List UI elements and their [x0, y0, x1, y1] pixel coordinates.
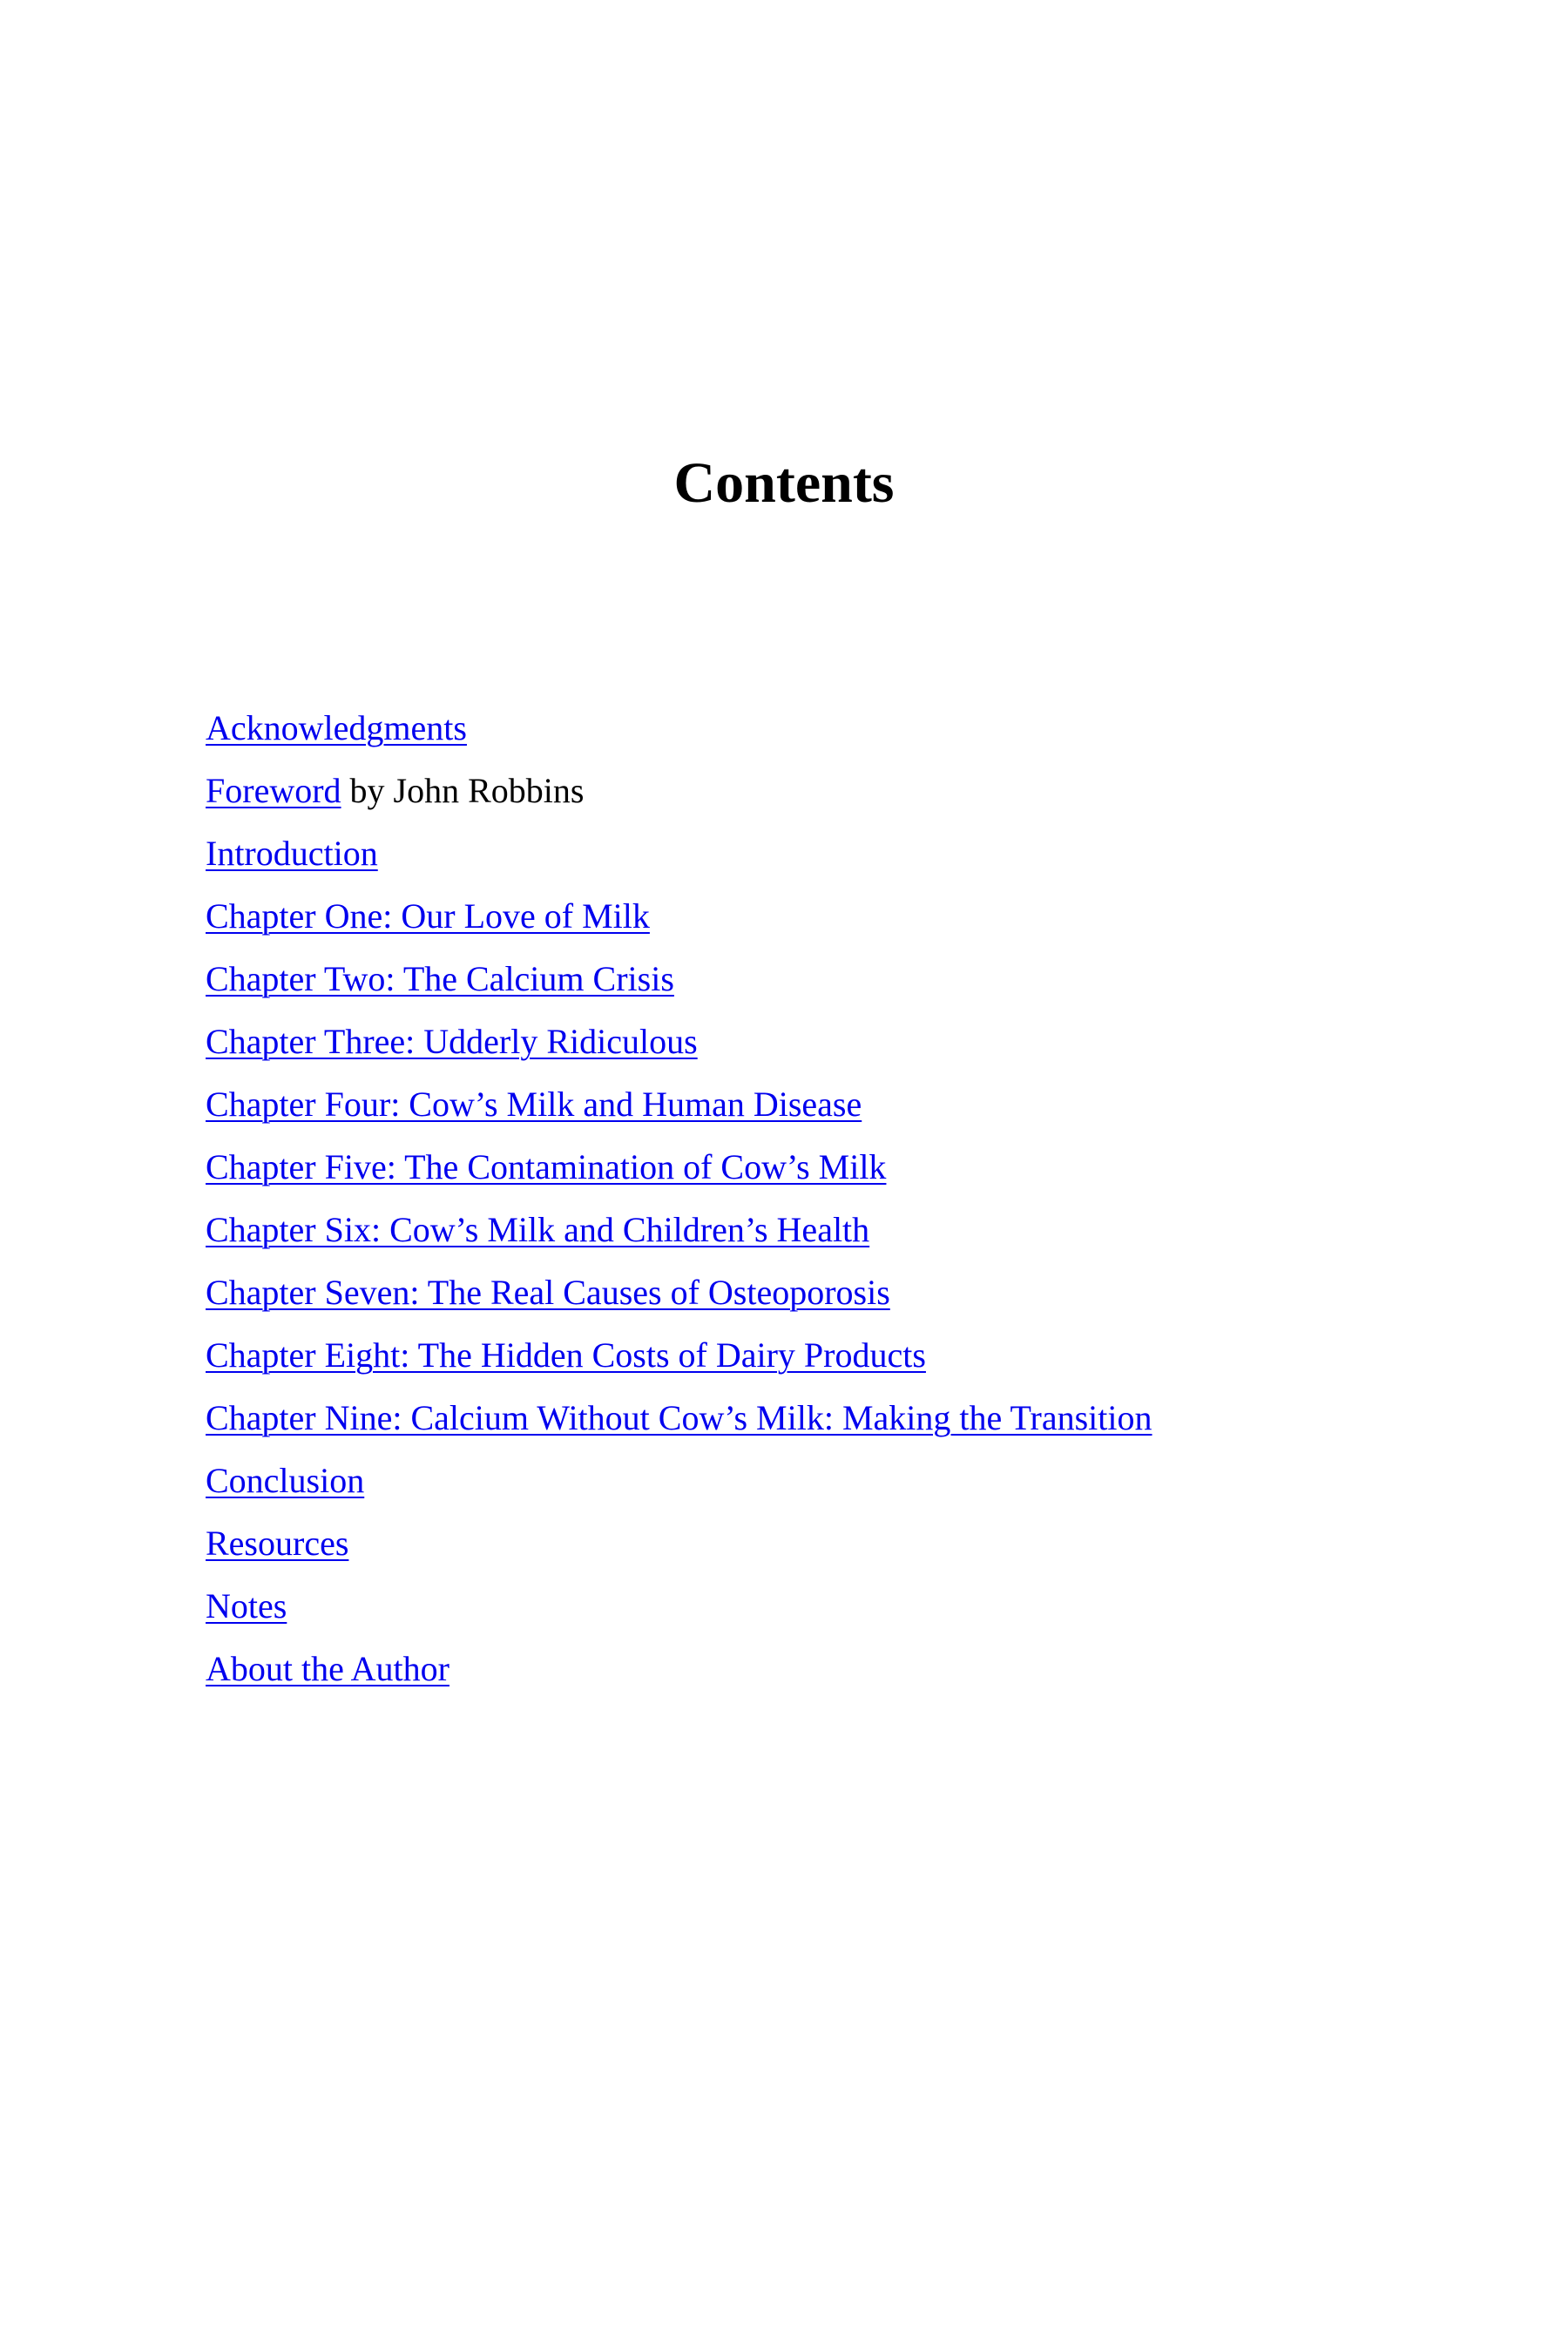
toc-entry-chapter-three [206, 1017, 1152, 1080]
toc-entry-about-the-author [206, 1645, 1152, 1707]
table-of-contents [206, 704, 1152, 1707]
toc-link-conclusion[interactable]: Conclusion [206, 1461, 365, 1500]
toc-entry-chapter-eight [206, 1331, 1152, 1394]
toc-link-about-the-author[interactable]: About the Author [206, 1649, 449, 1688]
toc-link-introduction[interactable]: Introduction [206, 834, 378, 873]
toc-entry-chapter-seven [206, 1268, 1152, 1331]
toc-link-resources[interactable]: Resources [206, 1524, 349, 1563]
toc-link-notes[interactable]: Notes [206, 1586, 287, 1625]
toc-entry-introduction [206, 829, 1152, 892]
toc-entry-chapter-four [206, 1080, 1152, 1143]
toc-link-chapter-one[interactable]: Chapter One: Our Love of Milk [206, 896, 650, 936]
toc-link-chapter-six[interactable]: Chapter Six: Cow’s Milk and Children’s Health [206, 1210, 870, 1249]
toc-entry-conclusion [206, 1456, 1152, 1519]
toc-link-foreword[interactable]: Foreword [206, 771, 341, 810]
toc-entry-acknowledgments [206, 704, 1152, 767]
page-title: Contents [673, 451, 895, 515]
toc-link-chapter-nine[interactable]: Chapter Nine: Calcium Without Cow’s Milk: Making the Transition [206, 1398, 1152, 1437]
toc-entry-chapter-one [206, 892, 1152, 955]
toc-link-chapter-five[interactable]: Chapter Five: The Contamination of Cow’s Milk [206, 1147, 887, 1186]
toc-entry-chapter-two [206, 955, 1152, 1017]
toc-entry-chapter-nine [206, 1394, 1152, 1456]
toc-link-acknowledgments[interactable]: Acknowledgments [206, 708, 467, 747]
toc-link-chapter-three[interactable]: Chapter Three: Udderly Ridiculous [206, 1022, 698, 1061]
toc-foreword-author: by John Robbins [341, 771, 585, 810]
toc-entry-notes [206, 1582, 1152, 1645]
toc-entry-chapter-five [206, 1143, 1152, 1206]
toc-link-chapter-seven[interactable]: Chapter Seven: The Real Causes of Osteoporosis [206, 1273, 890, 1312]
toc-entry-foreword [206, 767, 1152, 829]
toc-link-chapter-four[interactable]: Chapter Four: Cow’s Milk and Human Disease [206, 1085, 862, 1124]
toc-link-chapter-two[interactable]: Chapter Two: The Calcium Crisis [206, 959, 674, 998]
toc-entry-chapter-six [206, 1206, 1152, 1268]
toc-link-chapter-eight[interactable]: Chapter Eight: The Hidden Costs of Dairy Products [206, 1335, 926, 1375]
toc-entry-resources [206, 1519, 1152, 1582]
